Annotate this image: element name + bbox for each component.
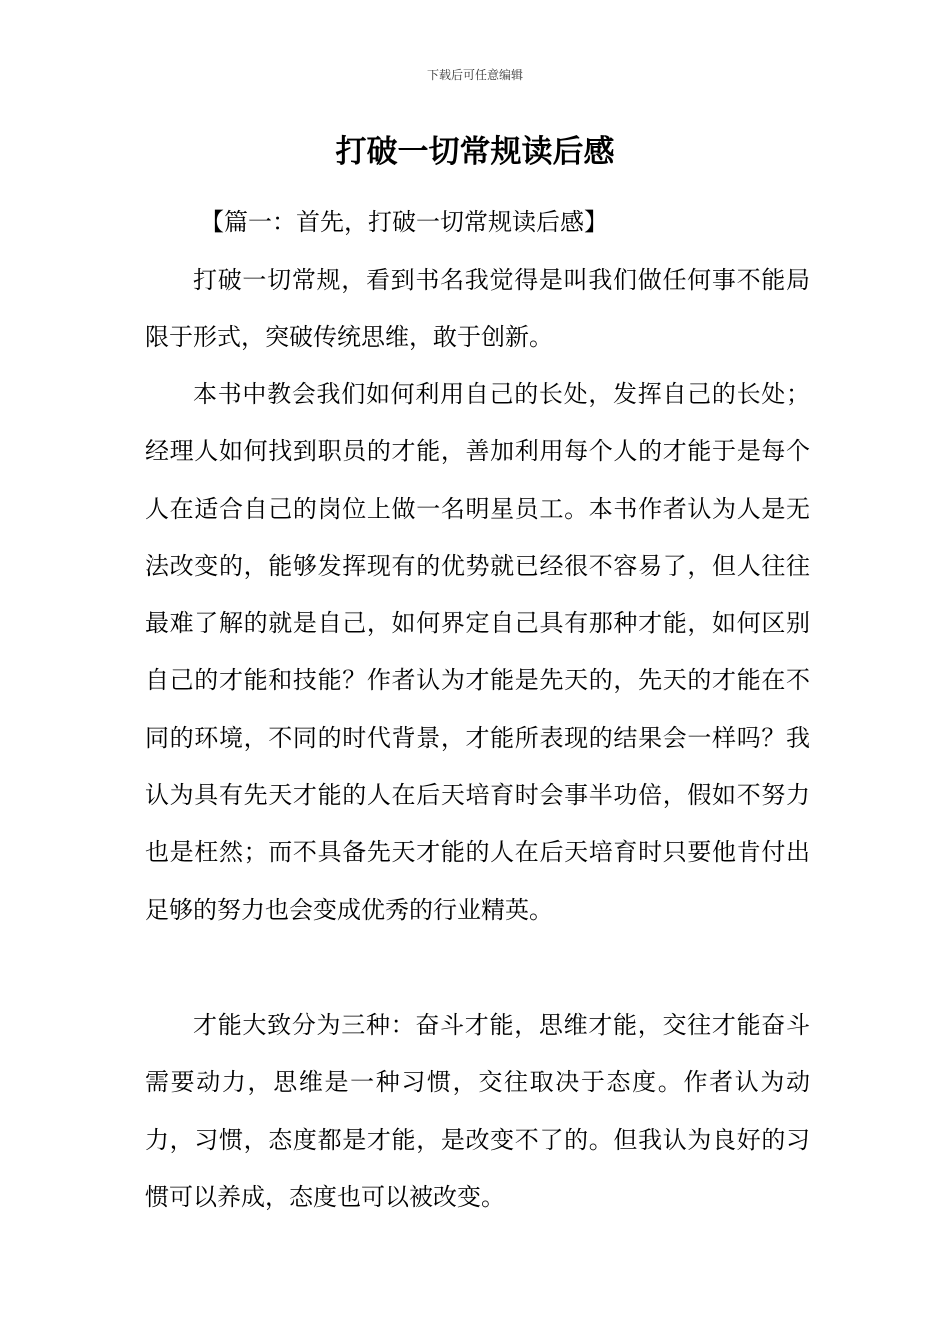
section-heading: 【篇一：首先，打破一切常规读后感】 — [200, 208, 608, 236]
body-paragraph: 本书中教会我们如何利用自己的长处，发挥自己的长处；经理人如何找到职员的才能，善加利用每个人的才能于是每个人在适合自己的岗位上做一名明星员工。本书作者认为人是无法改变的，能够发挥现有的优势就已经很不容易了，但人往往最难了解的就是自己，如何界定自己具有那种才能，如何区别自己的才能和技能？作者认为才能是先天的，先天的才能在不同的环境，不同的时代背景，才能所表现的结果会一样吗？我认为具有先天才能的人在后天培育时会事半功倍，假如不努力也是枉然；而不具备先天才能的人在后天培育时只要他肯付出足够的努力也会变成优秀的行业精英。 — [145, 380, 810, 924]
document-title: 打破一切常规读后感 — [335, 134, 615, 170]
body-paragraph: 才能大致分为三种：奋斗才能，思维才能，交往才能奋斗需要动力，思维是一种习惯，交往取决于态度。作者认为动力，习惯，态度都是才能，是改变不了的。但我认为良好的习惯可以养成，态度也可以被改变。 — [145, 1011, 810, 1211]
body-paragraph: 打破一切常规，看到书名我觉得是叫我们做任何事不能局限于形式，突破传统思维，敢于创新。 — [145, 266, 810, 352]
header-note: 下载后可任意编辑 — [426, 68, 523, 82]
